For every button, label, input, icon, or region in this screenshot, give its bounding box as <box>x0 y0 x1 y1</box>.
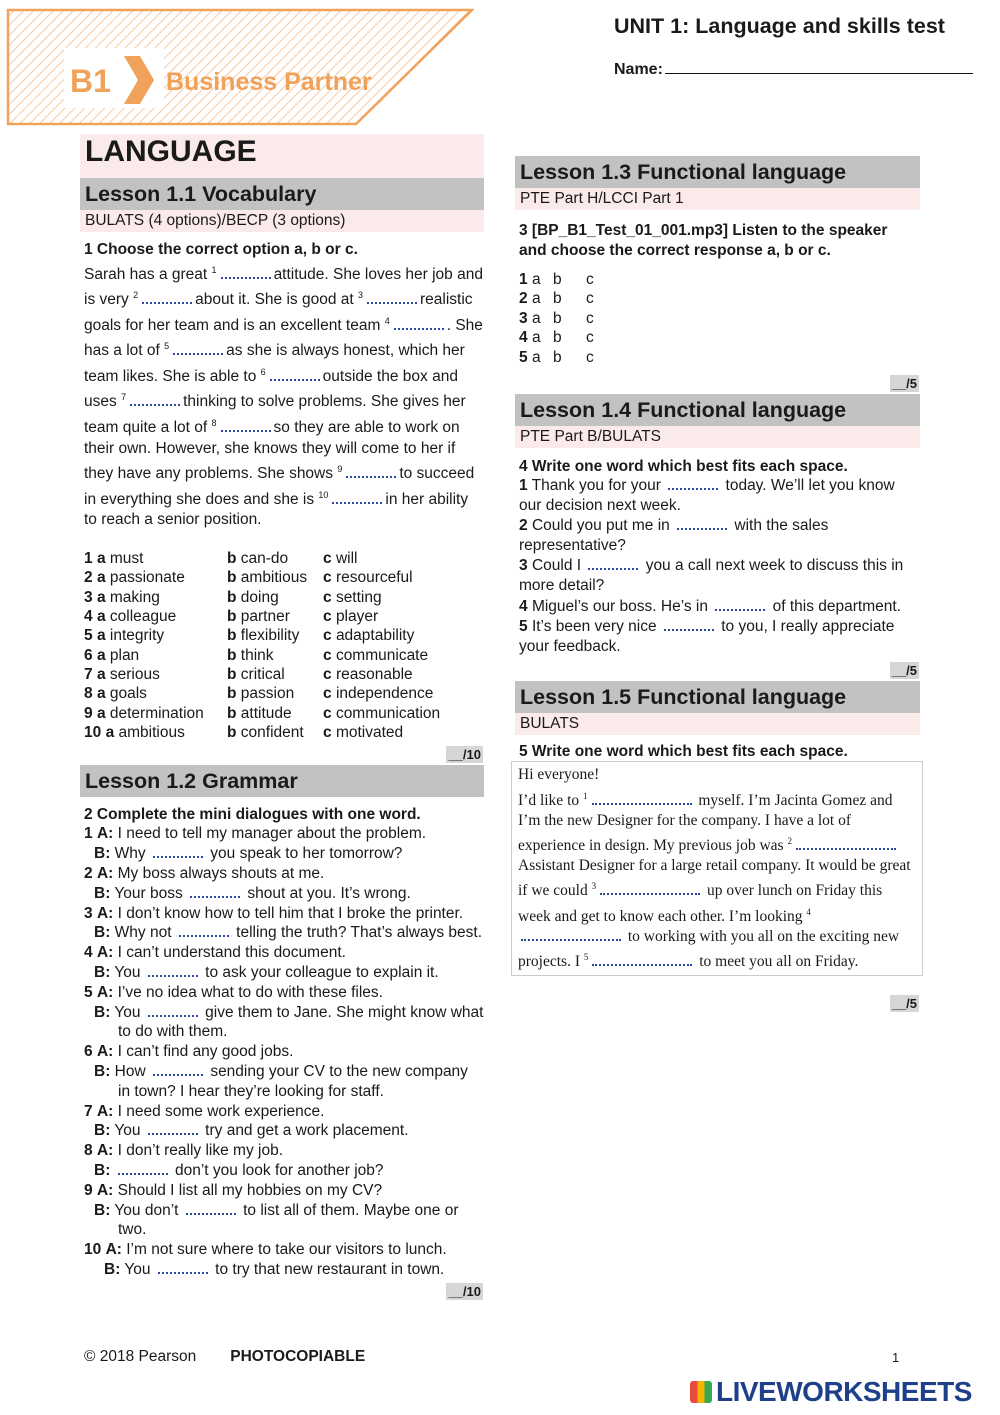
lesson-1-4-subtitle: PTE Part B/BULATS <box>515 426 920 448</box>
dialogue-a: 9 A: Should I list all my hobbies on my CV? <box>84 1181 383 1199</box>
email-letter <box>511 761 923 976</box>
gap-10[interactable] <box>332 494 382 504</box>
dialogue-gap[interactable] <box>179 927 229 937</box>
option-a[interactable]: 6 a plan <box>84 646 140 664</box>
dialogue-gap[interactable] <box>153 1066 203 1076</box>
dialogue-b: B: don’t you look for another job? <box>94 1161 384 1179</box>
option-b[interactable]: b flexibility <box>227 627 300 645</box>
option-c[interactable]: c adaptability <box>323 627 415 645</box>
option-c[interactable]: c resourceful <box>323 569 413 587</box>
answer-c[interactable]: c <box>586 348 594 366</box>
option-row <box>80 549 440 568</box>
lesson-1-1-title: Lesson 1.1 Vocabulary <box>80 178 484 210</box>
grammar-dialogues <box>80 824 484 1279</box>
option-a[interactable]: 10 a ambitious <box>84 724 185 742</box>
page-number: 1 <box>892 1350 900 1365</box>
option-a[interactable]: 4 a colleague <box>84 607 177 625</box>
dialogue-b: B: You don’t to list all of them. Maybe one or two. <box>94 1201 459 1239</box>
letter-gap-3[interactable] <box>600 885 700 895</box>
vocabulary-passage: Sarah has a great $^1$ attitude. She loves her job and is very $^2$ about it. She is good at $^3$ realistic goals for her team and is an excellent team $^4$ . She has a lot of $^5$ as she is always honest, which her team likes. She is able to $^6$ outside the box and uses $^7$ thinking to solve problems. She gives her team quite a lot of $^8$ so they are able to work on their own. However, she knows they will come to her if they have any problems. She shows $^9$ to succeed in everything she does and she is $^{10}$ in her ability to reach a senior position. <box>84 264 483 529</box>
option-row <box>80 588 440 607</box>
sentence-item: 5 It’s been very nice to you, I really appreciate your feedback. <box>519 617 895 655</box>
dialogue-a: 10 A: I’m not sure where to take our visitors to lunch. <box>84 1241 447 1259</box>
lesson-1-5-instruction: 5 Write one word which best fits each space. <box>519 742 848 760</box>
lesson-1-5-score: __/5 <box>891 996 917 1012</box>
listening-row <box>515 309 594 329</box>
logo-level: B1 <box>70 63 111 99</box>
answer-c[interactable]: c <box>586 309 594 327</box>
answer-b[interactable]: b <box>553 348 562 366</box>
option-c[interactable]: c will <box>323 549 358 567</box>
answer-c[interactable]: c <box>586 329 594 347</box>
option-row <box>80 568 440 587</box>
dialogue-item <box>80 1181 484 1240</box>
functional-sentences <box>515 476 920 657</box>
dialogue-gap[interactable] <box>148 967 198 977</box>
letter-greeting: Hi everyone! <box>518 766 600 784</box>
letter-gap-5[interactable] <box>592 956 692 966</box>
option-a[interactable]: 2 a passionate <box>84 569 185 587</box>
letter-gap-4[interactable] <box>521 931 621 941</box>
gap-2[interactable] <box>142 294 192 304</box>
dialogue-a: 6 A: I can’t find any good jobs. <box>84 1043 294 1061</box>
answer-a[interactable]: 5 a <box>519 348 541 366</box>
lesson-1-1-subtitle: BULATS (4 options)/BECP (3 options) <box>80 210 484 232</box>
option-b[interactable]: b confident <box>227 724 304 742</box>
gap-1[interactable] <box>221 269 271 279</box>
option-a[interactable]: 7 a serious <box>84 666 160 684</box>
lesson-1-3-title: Lesson 1.3 Functional language <box>515 156 920 188</box>
sentence-gap[interactable] <box>588 560 638 570</box>
gap-4[interactable] <box>394 320 444 330</box>
option-b[interactable]: b attitude <box>227 704 292 722</box>
answer-a[interactable]: 1 a <box>519 270 541 288</box>
dialogue-b: B: How sending your CV to the new company in town? I hear they’re looking for staff. <box>94 1063 468 1100</box>
dialogue-item <box>80 904 484 944</box>
dialogue-gap[interactable] <box>153 848 203 858</box>
sentence-gap[interactable] <box>664 621 714 631</box>
option-c[interactable]: c player <box>323 607 379 625</box>
lesson-1-4-score: __/5 <box>891 662 917 678</box>
dialogue-item <box>80 864 484 904</box>
answer-c[interactable]: c <box>586 270 594 288</box>
dialogue-item <box>80 943 484 983</box>
listening-answers <box>515 270 594 368</box>
sentence-item: 3 Could I you a call next week to discuss this in more detail? <box>519 557 904 595</box>
name-field[interactable] <box>614 60 973 79</box>
sentence-item: 4 Miguel’s our boss. He’s in of this department. <box>519 597 901 615</box>
answer-b[interactable]: b <box>553 309 562 327</box>
answer-b[interactable]: b <box>553 290 562 308</box>
option-c[interactable]: c motivated <box>323 724 404 742</box>
option-a[interactable]: 3 a making <box>84 588 160 606</box>
dialogue-b: B: You to try that new restaurant in town. <box>104 1260 445 1278</box>
lesson-1-4-title: Lesson 1.4 Functional language <box>515 394 920 426</box>
option-a[interactable]: 9 a determination <box>84 704 204 722</box>
option-a[interactable]: 8 a goals <box>84 685 147 703</box>
dialogue-gap[interactable] <box>148 1125 198 1135</box>
lesson-1-3-instruction: 3 [BP_B1_Test_01_001.mp3] Listen to the speaker and choose the correct response a, b or c. <box>519 222 888 259</box>
option-c[interactable]: c communication <box>323 704 441 722</box>
unit-title: UNIT 1: Language and skills test <box>614 14 945 38</box>
lesson-1-1-instruction: 1 Choose the correct option a, b or c. <box>84 241 358 258</box>
option-b[interactable]: b partner <box>227 607 290 625</box>
left-column <box>80 134 484 1302</box>
option-c[interactable]: c setting <box>323 588 382 606</box>
dialogue-item <box>80 1240 484 1280</box>
dialogue-a: 5 A: I’ve no idea what to do with these files. <box>84 983 383 1001</box>
dialogue-a: 7 A: I need some work experience. <box>84 1102 325 1120</box>
letter-body: I’d like to $^1$ myself. I’m Jacinta Gomez and I’m the new Designer for the company. I have a lot of experience in design. My previous job was $^2$ Assistant Designer for a large retail company. It would be great if we could $^3$ up over lunch on Friday this week and get to know each other. I’m looking $^4$ to working with you all on the exciting new projects. I $^5$ to meet you all on Friday. <box>518 790 911 970</box>
gap-6[interactable] <box>270 371 320 381</box>
option-row <box>80 646 440 665</box>
dialogue-item <box>80 983 484 1042</box>
sentence-gap[interactable] <box>677 520 727 530</box>
option-a[interactable]: 5 a integrity <box>84 627 165 645</box>
dialogue-item <box>80 1042 484 1101</box>
liveworksheets-watermark: LIVEWORKSHEETS <box>690 1376 972 1408</box>
answer-a[interactable]: 3 a <box>519 309 541 327</box>
answer-a[interactable]: 4 a <box>519 329 541 347</box>
lesson-1-5-subtitle: BULATS <box>515 713 920 735</box>
gap-5[interactable] <box>173 345 223 355</box>
footer <box>84 1348 365 1366</box>
dialogue-b: B: You to ask your colleague to explain it. <box>94 964 439 982</box>
dialogue-b: B: You try and get a work placement. <box>94 1122 409 1140</box>
sentence-gap[interactable] <box>668 480 718 490</box>
dialogue-item <box>80 1102 484 1142</box>
option-c[interactable]: c communicate <box>323 646 429 664</box>
lesson-1-3-subtitle: PTE Part H/LCCI Part 1 <box>515 188 920 210</box>
dialogue-item <box>80 1141 484 1181</box>
lesson-1-2-instruction: 2 Complete the mini dialogues with one word. <box>84 805 421 823</box>
dialogue-gap[interactable] <box>190 888 240 898</box>
lesson-1-1-score: __/10 <box>448 746 481 762</box>
option-row <box>80 685 440 704</box>
gap-7[interactable] <box>130 396 180 406</box>
letter-gap-1[interactable] <box>592 795 692 805</box>
option-row <box>80 724 440 743</box>
dialogue-gap[interactable] <box>118 1165 168 1175</box>
sentence-item: 2 Could you put me in with the sales representative? <box>519 517 829 555</box>
option-c[interactable]: c independence <box>323 685 434 703</box>
option-b[interactable]: b think <box>227 646 274 664</box>
option-row <box>80 627 440 646</box>
name-underline[interactable] <box>665 60 973 74</box>
dialogue-a: 4 A: I can’t understand this document. <box>84 944 346 962</box>
dialogue-a: 3 A: I don’t know how to tell him that I broke the printer. <box>84 904 464 922</box>
dialogue-b: B: Why you speak to her tomorrow? <box>94 845 403 863</box>
sentence-gap[interactable] <box>715 601 765 611</box>
sentence-item: 1 Thank you for your today. We’ll let you know our decision next week. <box>519 477 895 515</box>
answer-b[interactable]: b <box>553 270 562 288</box>
option-a[interactable]: 1 a must <box>84 549 144 567</box>
option-b[interactable]: b ambitious <box>227 569 308 587</box>
option-b[interactable]: b critical <box>227 666 285 684</box>
business-partner-logo <box>6 8 474 126</box>
dialogue-b: B: Why not telling the truth? That’s always best. <box>94 924 482 942</box>
listening-row <box>515 270 594 290</box>
dialogue-b: B: You give them to Jane. She might know what to do with them. <box>94 1003 484 1041</box>
dialogue-a: 1 A: I need to tell my manager about the problem. <box>84 825 427 843</box>
liveworksheets-icon <box>690 1381 712 1403</box>
gap-3[interactable] <box>367 294 417 304</box>
dialogue-gap[interactable] <box>148 1007 198 1017</box>
option-row <box>80 665 440 684</box>
answer-c[interactable]: c <box>586 290 594 308</box>
gap-9[interactable] <box>346 468 396 478</box>
dialogue-a: 2 A: My boss always shouts at me. <box>84 865 325 883</box>
dialogue-b: B: Your boss shout at you. It’s wrong. <box>94 884 411 902</box>
dialogue-gap[interactable] <box>186 1205 236 1215</box>
name-label: Name: <box>614 61 663 78</box>
letter-gap-2[interactable] <box>796 840 896 850</box>
dialogue-item <box>80 824 484 864</box>
option-b[interactable]: b doing <box>227 588 279 606</box>
lesson-1-3-score: __/5 <box>891 375 917 391</box>
listening-row <box>515 290 594 310</box>
answer-b[interactable]: b <box>553 329 562 347</box>
option-row <box>80 607 440 626</box>
lesson-1-5-title: Lesson 1.5 Functional language <box>515 681 920 713</box>
lesson-1-4-instruction: 4 Write one word which best fits each space. <box>519 457 848 475</box>
lesson-1-2-score: __/10 <box>448 1283 481 1299</box>
language-heading: LANGUAGE <box>80 134 484 178</box>
option-b[interactable]: b passion <box>227 685 295 703</box>
dialogue-gap[interactable] <box>158 1264 208 1274</box>
listening-row <box>515 329 594 349</box>
photocopiable-label: PHOTOCOPIABLE <box>230 1348 366 1365</box>
option-row <box>80 704 440 723</box>
right-column <box>515 156 920 1014</box>
dialogue-a: 8 A: I don’t really like my job. <box>84 1142 284 1160</box>
answer-a[interactable]: 2 a <box>519 290 541 308</box>
lesson-1-2-title: Lesson 1.2 Grammar <box>80 765 484 797</box>
option-c[interactable]: c reasonable <box>323 666 413 684</box>
gap-8[interactable] <box>221 422 271 432</box>
option-b[interactable]: b can-do <box>227 549 289 567</box>
listening-row <box>515 348 594 368</box>
vocabulary-options <box>80 549 440 743</box>
logo-name: Business Partner <box>166 68 372 96</box>
copyright: © 2018 Pearson <box>84 1348 197 1365</box>
